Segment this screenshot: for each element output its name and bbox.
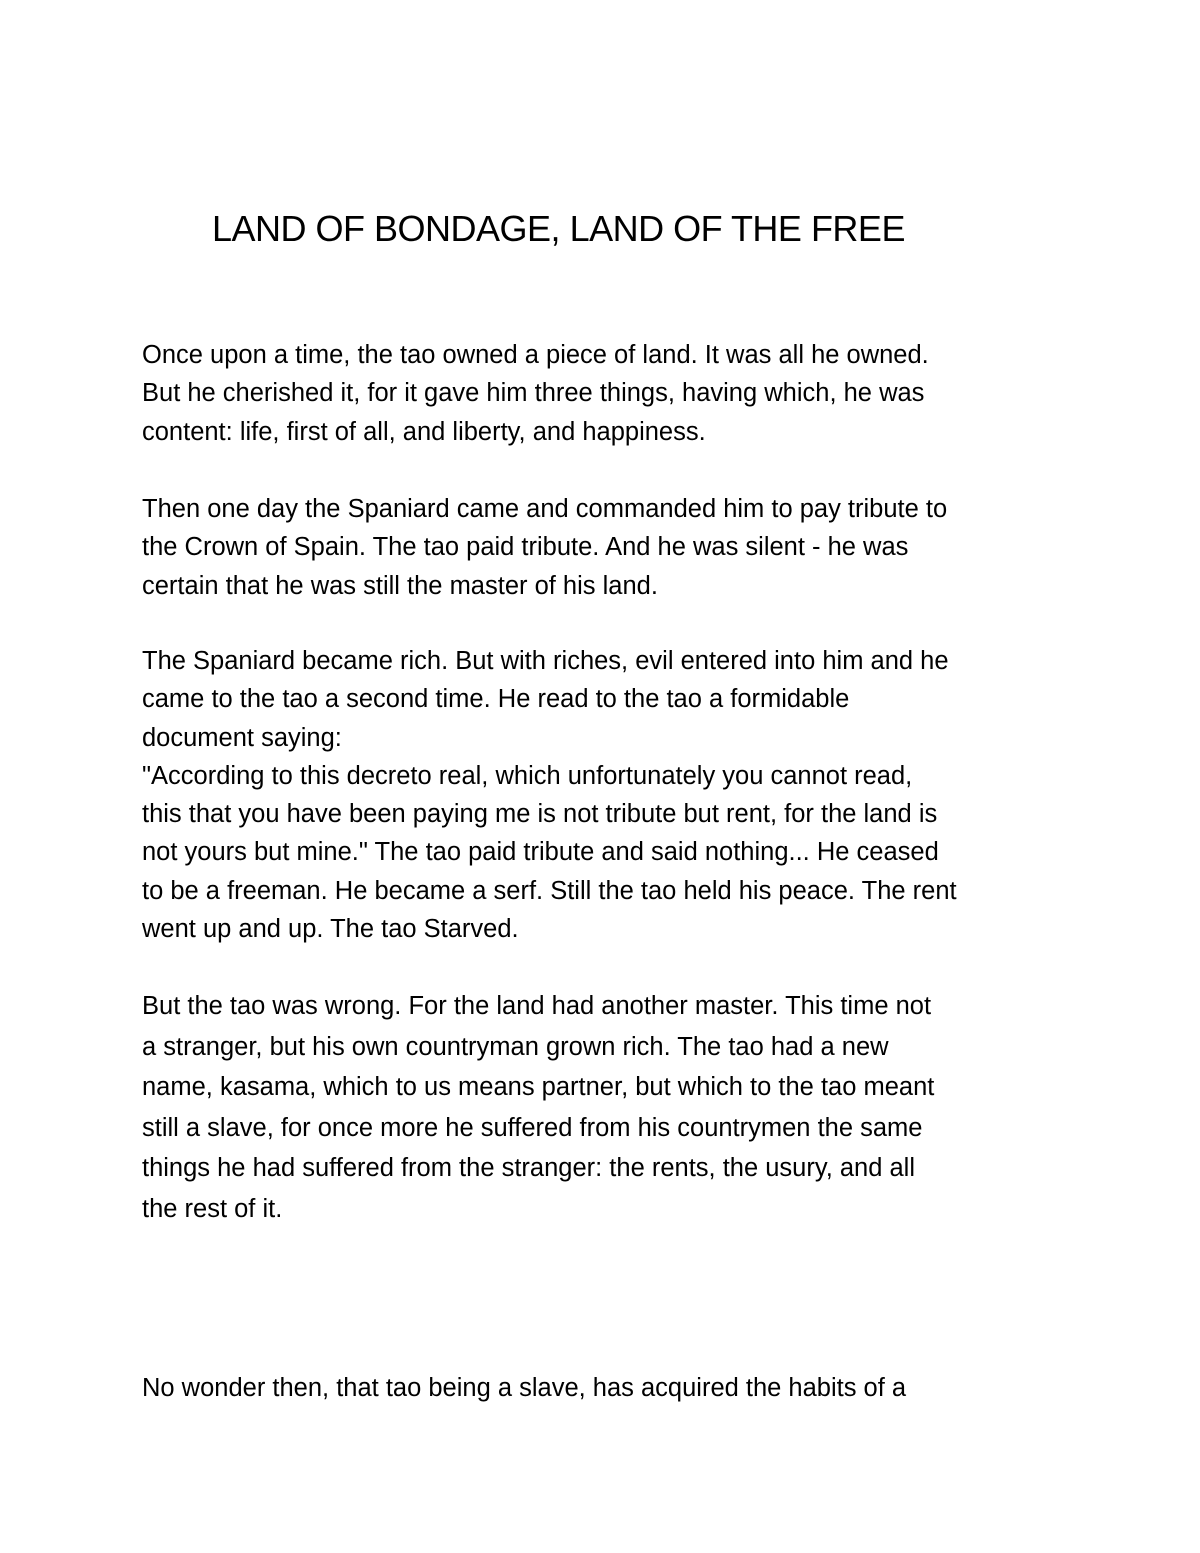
text-line: this that you have been paying me is not tribute but rent, for the land is: [142, 800, 938, 829]
paragraph-3: [142, 642, 957, 948]
text-line: Then one day the Spaniard came and commanded him to pay tribute to: [142, 495, 948, 523]
paragraph-2: [142, 490, 947, 605]
text-line: document saying:: [142, 723, 342, 752]
paragraph-1: [142, 336, 929, 451]
text-line: not yours but mine." The tao paid tribute and said nothing... He ceased: [142, 838, 939, 867]
text-line: But he cherished it, for it gave him three things, having which, he was: [142, 379, 925, 408]
text-line: Once upon a time, the tao owned a piece of land. It was all he owned.: [142, 341, 929, 369]
paragraph-5: [142, 1369, 906, 1407]
text-line: "According to this decreto real, which unfortunately you cannot read,: [142, 761, 913, 790]
document-title: LAND OF BONDAGE, LAND OF THE FREE: [212, 208, 905, 249]
text-line: certain that he was still the master of his land.: [142, 571, 658, 600]
paragraph-4: [142, 986, 934, 1230]
text-line: went up and up. The tao Starved.: [142, 915, 519, 944]
text-line: a stranger, but his own countryman grown rich. The tao had a new: [142, 1032, 889, 1061]
text-line: came to the tao a second time. He read to the tao a formidable: [142, 685, 850, 714]
text-line: still a slave, for once more he suffered from his countrymen the same: [142, 1113, 923, 1142]
text-line: to be a freeman. He became a serf. Still the tao held his peace. The rent: [142, 876, 957, 905]
text-line: content: life, first of all, and liberty, and happiness.: [142, 417, 706, 446]
text-line: the Crown of Spain. The tao paid tribute. And he was silent - he was: [142, 533, 909, 562]
text-line: the rest of it.: [142, 1194, 283, 1223]
text-line: But the tao was wrong. For the land had another master. This time not: [142, 992, 932, 1020]
text-line: name, kasama, which to us means partner, but which to the tao meant: [142, 1073, 935, 1102]
text-line: The Spaniard became rich. But with riches, evil entered into him and he: [142, 647, 949, 675]
text-line: things he had suffered from the stranger: the rents, the usury, and all: [142, 1154, 916, 1183]
text-line: No wonder then, that tao being a slave, has acquired the habits of a: [142, 1374, 907, 1402]
